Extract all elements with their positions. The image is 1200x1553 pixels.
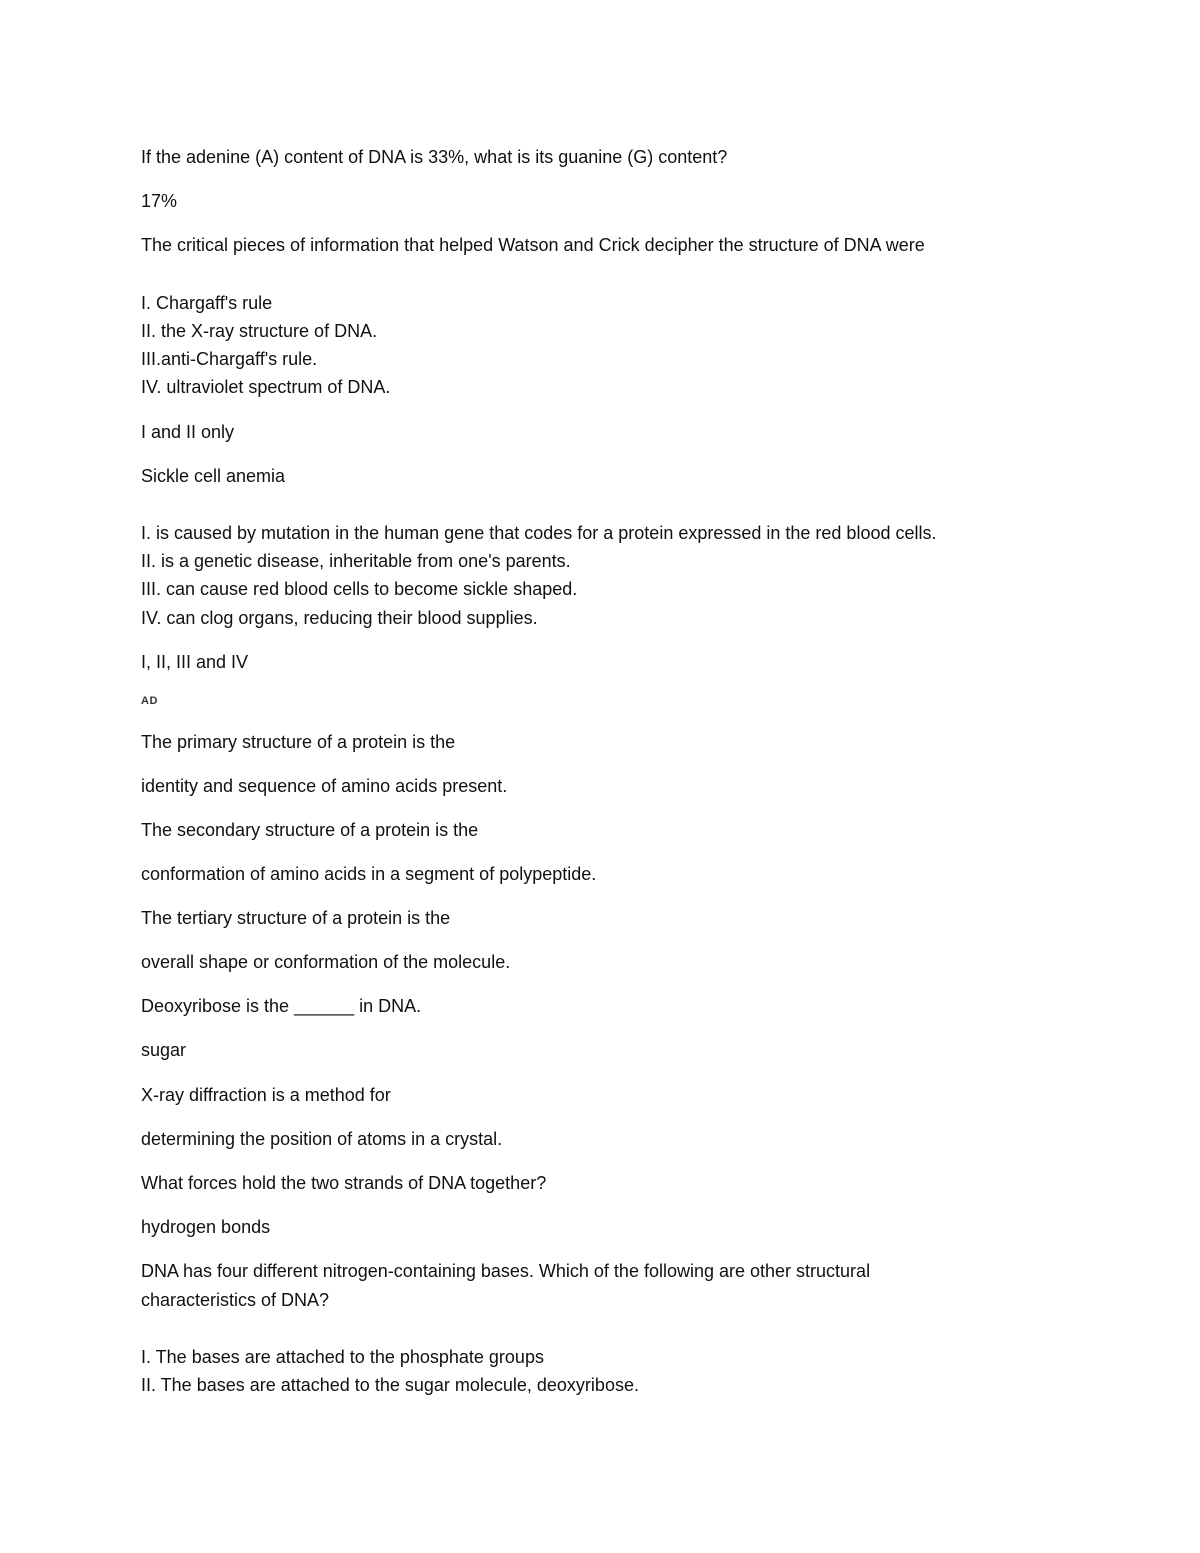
option-text: II. The bases are attached to the sugar molecule, deoxyribose. xyxy=(141,1375,639,1395)
option-text: IV. can clog organs, reducing their blood supplies. xyxy=(141,608,538,628)
answer-text: identity and sequence of amino acids present. xyxy=(141,776,508,796)
answer-text: conformation of amino acids in a segment of polypeptide. xyxy=(141,864,597,884)
option-text: I. is caused by mutation in the human gene that codes for a protein expressed in the red blood cells. xyxy=(141,523,937,543)
ad-label: AD xyxy=(141,695,158,707)
option-text: II. the X-ray structure of DNA. xyxy=(141,321,378,341)
question-text: DNA has four different nitrogen-containing bases. Which of the following are other structural xyxy=(141,1261,871,1281)
answer-text: overall shape or conformation of the molecule. xyxy=(141,952,511,972)
question-text: X-ray diffraction is a method for xyxy=(141,1085,391,1105)
question-text: What forces hold the two strands of DNA together? xyxy=(141,1173,547,1193)
answer-text: hydrogen bonds xyxy=(141,1217,271,1237)
answer-text: sugar xyxy=(141,1040,187,1060)
option-text: III.anti-Chargaff's rule. xyxy=(141,349,318,369)
answer-text: determining the position of atoms in a crystal. xyxy=(141,1129,503,1149)
question-text: The critical pieces of information that helped Watson and Crick decipher the structure of DNA were xyxy=(141,235,925,255)
question-text: If the adenine (A) content of DNA is 33%, what is its guanine (G) content? xyxy=(141,147,728,167)
question-text: characteristics of DNA? xyxy=(141,1290,330,1310)
option-text: IV. ultraviolet spectrum of DNA. xyxy=(141,377,391,397)
option-text: II. is a genetic disease, inheritable from one's parents. xyxy=(141,551,571,571)
question-text: Sickle cell anemia xyxy=(141,466,286,486)
question-text: The secondary structure of a protein is the xyxy=(141,820,479,840)
question-text: Deoxyribose is the ______ in DNA. xyxy=(141,996,422,1016)
answer-text: I and II only xyxy=(141,422,235,442)
answer-text: 17% xyxy=(141,191,178,211)
answer-text: I, II, III and IV xyxy=(141,652,249,672)
option-text: I. The bases are attached to the phosphate groups xyxy=(141,1347,544,1367)
option-text: III. can cause red blood cells to become sickle shaped. xyxy=(141,579,578,599)
question-text: The primary structure of a protein is the xyxy=(141,732,456,752)
question-text: The tertiary structure of a protein is the xyxy=(141,908,451,928)
option-text: I. Chargaff's rule xyxy=(141,293,273,313)
